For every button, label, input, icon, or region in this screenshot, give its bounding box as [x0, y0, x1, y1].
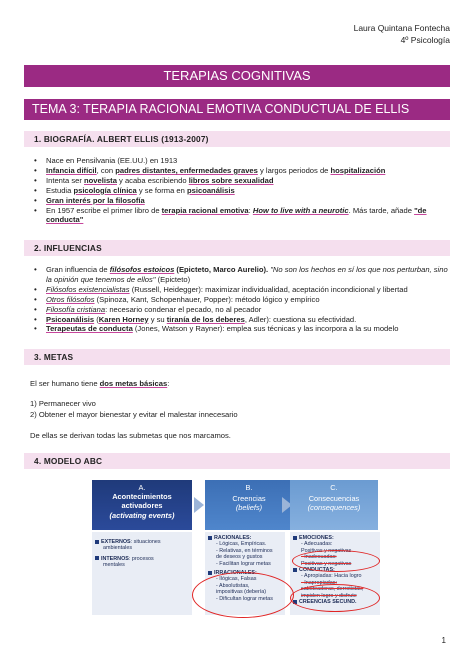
biografia-list [34, 156, 454, 225]
list-item: - Facilitan lograr metas [216, 560, 271, 567]
list-item: - Apropiadas: Hacia logro [301, 573, 362, 580]
tema-heading: TEMA 3: TERAPIA RACIONAL EMOTIVA CONDUCTUAL DE ELLIS [24, 99, 450, 120]
meta-2: 2) Obtener el mayor bienestar y evitar el malestar innecesario [30, 410, 238, 419]
abc-header-c: C. Consecuencias (consequences) [290, 480, 378, 530]
list-item: • Nace en Pensilvania (EE.UU.) en 1913 [34, 156, 454, 166]
list-item: • En 1957 escribe el primer libro de terapia racional emotiva: How to live with a neurotic. Más tarde, añade "de conducta" [34, 206, 454, 226]
author-block [354, 22, 450, 46]
section-heading-metas: 3. METAS [24, 349, 450, 365]
list-item: • Psicoanálisis (Karen Horney y su tiranía de los deberes, Adler): cuestiona su efectividad. [34, 315, 454, 325]
list-item: de deseos y gustos [216, 554, 263, 561]
list-item: - Adecuadas: [301, 541, 333, 548]
section-heading-modelo-abc: 4. MODELO ABC [24, 453, 450, 469]
list-item: EXTERNOS: situaciones ambientales [95, 539, 189, 552]
list-item: saboteadoras, derrotistas, [301, 586, 364, 593]
inadequate-emotions-circle [292, 547, 380, 572]
bullet-square-icon [95, 540, 99, 544]
list-item: • Estudia psicología clínica y se forma en psicoanálisis [34, 186, 454, 196]
meta-1: 1) Permanecer vivo [30, 399, 96, 408]
list-item: • Gran influencia de filósofos estoicos (Epicteto, Marco Aurelio). "No son los hechos en sí los que nos perturban, sino la opinión que tenemos de ellos" (Epicteto) [34, 265, 454, 285]
list-item: • Intenta ser novelista y acaba escribiendo libros sobre sexualidad [34, 176, 454, 186]
list-item: • Filosofía cristiana: necesario condenar el pecado, no al pecador [34, 305, 454, 315]
list-item: • Otros filósofos (Spinoza, Kant, Schopenhauer, Popper): método lógico y empírico [34, 295, 454, 305]
list-item: - Inadecuadas: [301, 554, 337, 561]
list-item: Positivas y negativas [301, 547, 352, 554]
document-title: TERAPIAS COGNITIVAS [24, 65, 450, 87]
list-item: • Terapeutas de conducta (Jones, Watson y Rayner): emplea sus técnicas y las incorpora a la su modelo [34, 324, 454, 334]
bullet-square-icon [293, 536, 297, 540]
list-item: IRRACIONALES: [208, 570, 282, 576]
metas-note: De ellas se derivan todas las submetas que nos marcamos. [30, 431, 231, 440]
bullet-square-icon [208, 536, 212, 540]
list-item: - Absolutistas, [216, 582, 250, 589]
abc-column-a [92, 532, 192, 615]
arrow-a-to-b [194, 497, 204, 513]
section-heading-biografia: 1. BIOGRAFÍA. ALBERT ELLIS (1913-2007) [24, 131, 450, 147]
page-number: 1 [441, 636, 446, 645]
list-item: - Relativas, en términos [216, 547, 273, 554]
abc-header-a: A. Acontecimientos activadores (activating events) [92, 480, 192, 530]
bullet-square-icon [208, 571, 212, 575]
list-item: CONDUCTAS: [293, 567, 377, 573]
influencias-list [34, 265, 454, 334]
inappropriate-conducts-circle [290, 584, 380, 612]
abc-model-diagram [92, 480, 380, 615]
bullet-square-icon [293, 568, 297, 572]
list-item: - Inapropiadas: [301, 579, 337, 586]
list-item: - Ilógicas, Falsas [216, 576, 257, 583]
list-item: • Filósofos existencialistas (Russell, Heidegger): maximizar individualidad, aceptación incondicional y libertad [34, 285, 454, 295]
list-item: • Infancia difícil, con padres distantes, enfermedades graves y largos periodos de hospitalización [34, 166, 454, 176]
list-item: RACIONALES: [208, 535, 282, 541]
irrational-beliefs-circle [192, 572, 294, 618]
author-name: Laura Quintana Fontecha [353, 23, 450, 33]
list-item: CREENCIAS SECUND. [293, 599, 377, 605]
author-course: 4º Psicología [400, 35, 450, 45]
metas-intro: El ser humano tiene dos metas básicas: [30, 379, 170, 388]
bullet-square-icon [95, 556, 99, 560]
list-item: - Lógicas, Empíricas. [216, 541, 267, 548]
list-item: Positivas y negativas [301, 560, 352, 567]
list-item: INTERNOS: procesos mentales [95, 556, 189, 569]
list-item: • Gran interés por la filosofía [34, 196, 454, 206]
section-heading-influencias: 2. INFLUENCIAS [24, 240, 450, 256]
list-item: - Dificultan lograr metas [216, 595, 273, 602]
list-item: EMOCIONES: [293, 535, 377, 541]
list-item: impiden logro y disfrute [301, 592, 357, 599]
abc-header-b: B. Creencias (beliefs) [205, 480, 293, 530]
list-item: impositivas (debería) [216, 589, 267, 596]
